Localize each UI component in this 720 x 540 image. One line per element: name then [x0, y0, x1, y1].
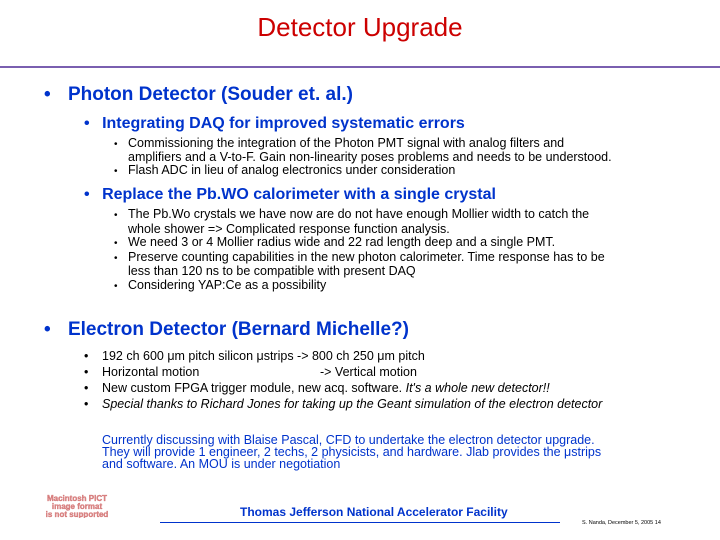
- electron-heading-row: [44, 319, 409, 341]
- crystal-heading: Replace the Pb.WO calorimeter with a single crystal: [102, 186, 496, 203]
- logo-line: image format: [51, 502, 103, 511]
- daq-heading: Integrating DAQ for improved systematic errors: [102, 115, 465, 132]
- crystal-list: [114, 208, 714, 293]
- list-item: whole shower => Complicated response function analysis.: [128, 221, 450, 236]
- electron-heading: Electron Detector (Bernard Michelle?): [67, 319, 409, 340]
- logo-line: is not supported: [45, 510, 109, 518]
- list-item: • We need 3 or 4 Mollier radius wide and 22 rad length deep and a single PMT.: [114, 235, 556, 249]
- logo-line: Macintosh PICT: [46, 494, 108, 503]
- list-item: • Considering YAP:Ce as a possibility: [114, 277, 327, 292]
- bullet: •: [84, 186, 90, 203]
- jlab-logo-image: [2, 494, 152, 518]
- list-item: less than 120 ns to be compatible with present DAQ: [128, 264, 416, 278]
- list-item: • New custom FPGA trigger module, new acq. software. It's a whole new detector!!: [84, 381, 550, 395]
- footer-org: Thomas Jefferson National Accelerator Facility: [240, 505, 508, 519]
- list-item: amplifiers and a V-to-F. Gain non-linearity poses problems and needs to be understood.: [128, 150, 612, 164]
- footer-divider: [160, 522, 560, 523]
- bullet: •: [84, 115, 90, 132]
- page-title: Detector Upgrade: [257, 12, 463, 42]
- title-divider: [0, 66, 720, 68]
- list-item: • Horizontal motion -> Vertical motion: [84, 365, 417, 379]
- list-item: • Preserve counting capabilities in the new photon calorimeter. Time response has to be: [114, 249, 605, 264]
- bullet: •: [44, 319, 51, 340]
- daq-heading-row: [84, 115, 465, 133]
- list-item: • The Pb.Wo crystals we have now are do not have enough Mollier width to catch the: [114, 207, 590, 221]
- photon-heading: Photon Detector (Souder et. al.): [67, 84, 353, 105]
- electron-list: [84, 348, 714, 412]
- list-item: • Special thanks to Richard Jones for taking up the Geant simulation of the electron detector: [84, 397, 603, 411]
- crystal-heading-row: [84, 186, 496, 204]
- list-item: • 192 ch 600 μm pitch silicon μstrips -> 800 ch 250 μm pitch: [84, 349, 425, 363]
- daq-list: [114, 137, 714, 178]
- list-item: • Flash ADC in lieu of analog electronics under consideration: [114, 163, 456, 177]
- photon-heading-row: [44, 84, 353, 106]
- footer-credit: S. Nanda, December 5, 2005 14: [582, 520, 661, 526]
- collaboration-paragraph: Currently discussing with Blaise Pascal, CFD to undertake the electron detector upgrade. They will provide 1 engineer, 2 techs, 2 physicists, and hardware. Jlab provides the μstrips and software. An MOU is under negotiation: [102, 433, 602, 471]
- bullet: •: [44, 84, 51, 105]
- list-item: • Commissioning the integration of the Photon PMT signal with analog filters and: [114, 136, 565, 150]
